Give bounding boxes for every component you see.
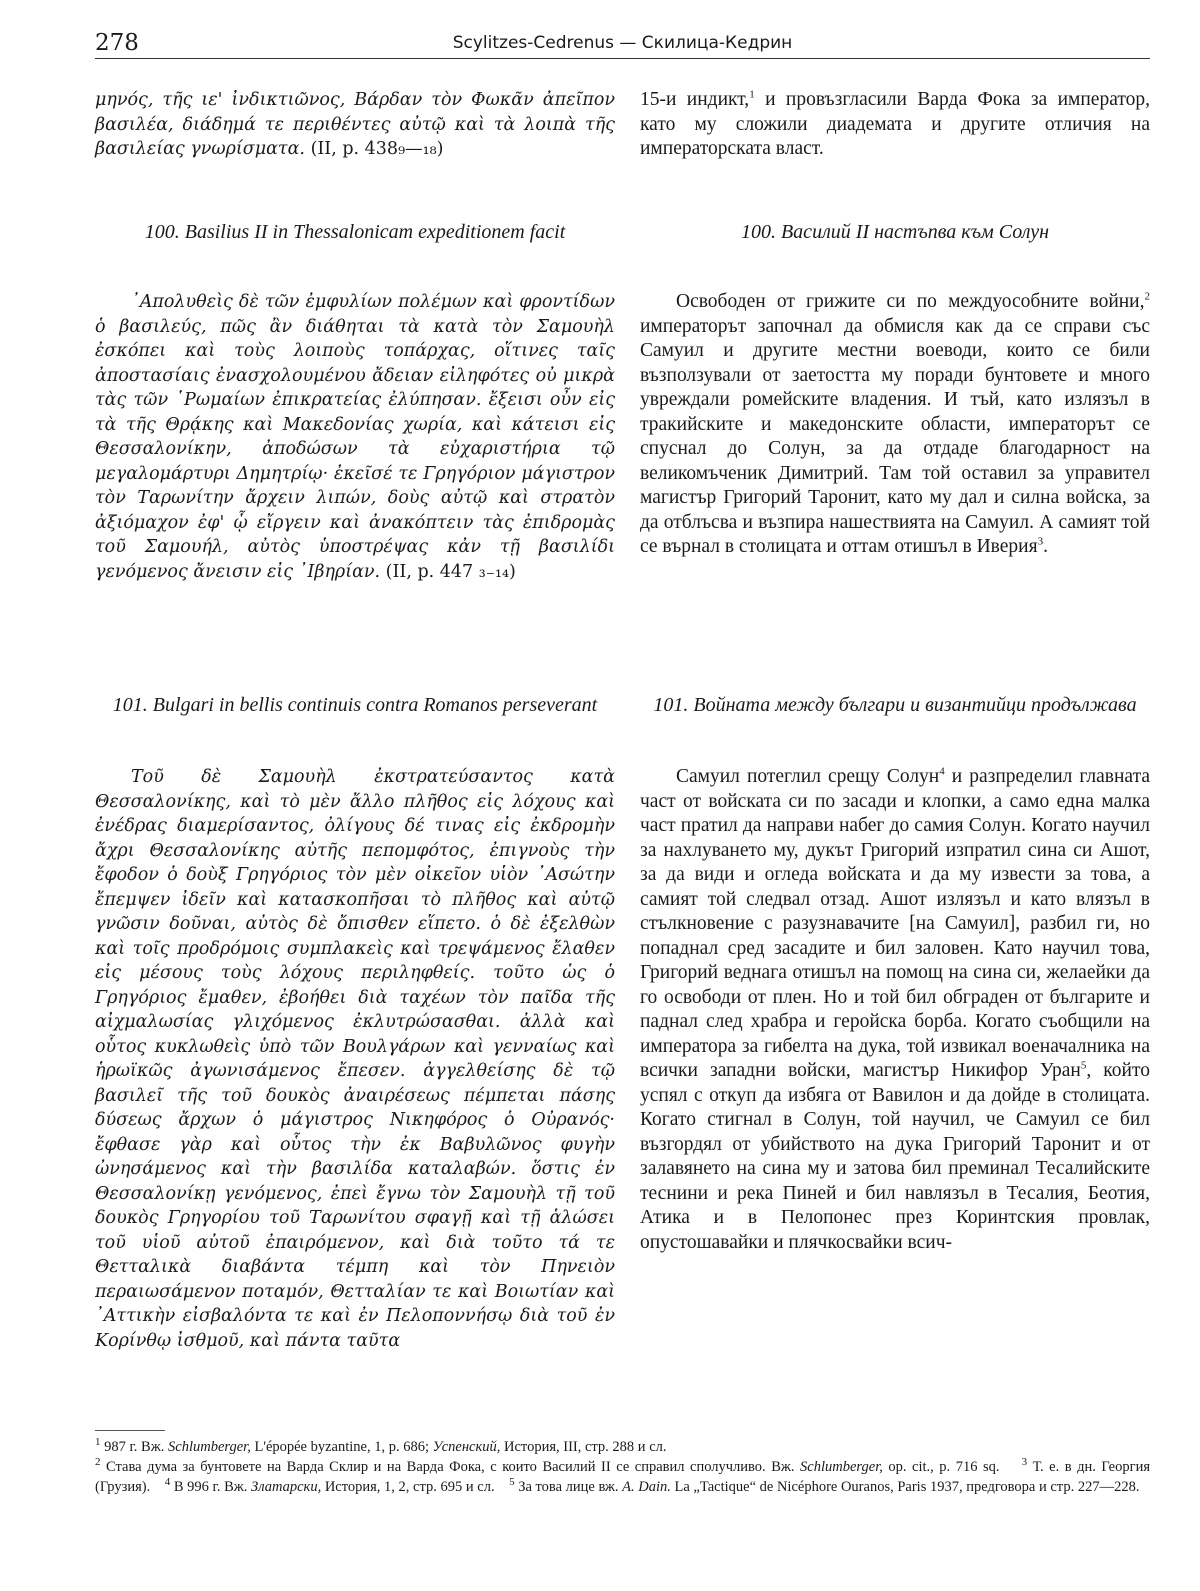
page-header: [95, 20, 1150, 60]
section-100-bulgarian: [640, 290, 1150, 560]
footnote-text: В 996 г. Вж.: [170, 1479, 252, 1495]
footnote-text: Т. е. в дн. Георгия (Грузия).: [95, 1459, 1150, 1495]
footnote-ref-1[interactable]: 1: [749, 88, 755, 101]
footnote-number: 4: [164, 1476, 171, 1489]
footnote-text: op. cit., p. 716 sq.: [882, 1459, 1000, 1475]
section-101-latin-title-block: [95, 693, 615, 718]
section-101-bg-title: 101. Войната между българи и византийци продължава: [653, 694, 1137, 716]
section-100-bg-end: .: [1043, 536, 1048, 557]
footnote-author: Schlumberger,: [800, 1459, 883, 1475]
greek-intro: [95, 88, 615, 162]
footnote-text: История, 1, 2, стр. 695 и сл.: [321, 1479, 495, 1495]
greek-intro-text: μηνός, τῆς ιε' ἰνδικτιῶνος, Βάρδαν τὸν Φωκᾶν ἀπεῖπον βασιλέα, διάδημά τε περιθέντες αὐτῷ καὶ τὰ λοιπὰ τῆς βασιλείας γνωρίσματα.: [95, 90, 615, 159]
footnote-ref-4[interactable]: 4: [939, 765, 945, 778]
section-101-bulgarian: [640, 765, 1150, 1255]
footnote-rule: [95, 1430, 165, 1431]
section-101-bg-title-block: [640, 693, 1150, 718]
footnote-number: 1: [95, 1436, 101, 1449]
footnote-text: La „Tactique“ de Nicéphore Ouranos, Paris 1937, предговора и стр. 227—228.: [670, 1479, 1140, 1495]
footnote-author: Златарски,: [251, 1479, 322, 1495]
footnote-author: Schlumberger,: [168, 1439, 251, 1455]
footnote-number: 3: [1021, 1456, 1028, 1469]
section-100-greek: [95, 290, 615, 584]
footnote-2-3-4: [95, 1457, 1150, 1497]
section-101-bg-text-b: и разпределил главната част от войската си по засади и клопки, а само една малка част пратил да направи набег до самия Солун. Когато научил за нахлуването му, дукът Григорий изпратил сина си Ашот, за да види и огледа войската и да му извести за това, а самият той следвал отзад. Ашот излязъл и като влязъл в стълкновение с разузнавачите [на Самуил], разбил ги, но попаднал сред засадите и бил заловен. Като научил това, Григорий веднага отишъл на помощ на сина си, желаейки да го освободи от плен. Но и той бил обграден от българите и паднал след храбра и геройска борба. Когато съобщили на императора за гибелта на дука, той извикал военачалника на всички западни войски, магистър Никифор Уран: [640, 766, 1150, 1081]
footnote-number: 5: [509, 1476, 515, 1489]
section-100-latin-title-block: [95, 220, 615, 245]
section-101-greek-text: Τοῦ δὲ Σαμουὴλ ἐκστρατεύσαντος κατὰ Θεσσαλονίκης, καὶ τὸ μὲν ἄλλο πλῆθος εἰς λόχους καὶ ἐνέδρας διαμερίσαντος, ὀλίγους δέ τινας εἰς ἐκδρομὴν ἄχρι Θεσσαλονίκης αὐτῆς πεπομφότος, ἐπιγνοὺς τὴν ἔφοδον ὁ δοὺξ Γρηγόριος τὸν μὲν οἰκεῖον υἱὸν ᾿Ασώτην ἔπεμψεν ἰδεῖν καὶ κατασκοπῆσαι τὸ πλῆθος καὶ αὐτῷ γνῶσιν δοῦναι, αὐτὸς δὲ ὄπισθεν εἵπετο. ὁ δὲ ἐξελθὼν καὶ τοῖς προδρόμοις συμπλακεὶς καὶ τρεψάμενος ἔλαθεν εἰς μέσους τοὺς λόχους περιληφθείς. τοῦτο ὡς ὁ Γρηγόριος ἔμαθεν, ἐβοήθει διὰ ταχέων τὸν παῖδα τῆς αἰχμαλωσίας γλιχόμενος ἐκλυτρώσασθαι. ἀλλὰ καὶ οὗτος κυκλωθεὶς ὑπὸ τῶν Βουλγάρων καὶ γενναίως καὶ ἡρωϊκῶς ἀγωνισάμενος ἔπεσεν. ἀγγελθείσης δὲ τῷ βασιλεῖ τῆς τοῦ δουκὸς ἀναιρέσεως πέμπεται πάσης δύσεως ἄρχων ὁ μάγιστρος Νικηφόρος ὁ Οὐρανός· ἔφθασε γὰρ καὶ οὗτος τὴν ἐκ Βαβυλῶνος φυγὴν ὠνησάμενος καὶ τὴν βασιλίδα καταλαβών. ὅστις ἐν Θεσσαλονίκῃ γενόμενος, ἐπεὶ ἔγνω τὸν Σαμουὴλ τῇ τοῦ δουκὸς Γρηγορίου τοῦ Ταρωνίτου σφαγῇ καὶ τῇ ἁλώσει τοῦ υἱοῦ αὐτοῦ ἐπαιρόμενον, καὶ διὰ τοῦτο τά τε Θετταλικὰ διαβάντα τέμπη καὶ τὸν Πηνειὸν περαιωσάμενον ποταμόν, Θετταλίαν τε καὶ Βοιωτίαν καὶ ᾿Αττικὴν εἰσβαλόντα τε καὶ ἐν Πελοποννήσῳ διὰ τοῦ ἐν Κορίνθῳ ἰσθμοῦ, καὶ πάντα ταῦτα: [95, 767, 615, 1351]
section-100-latin-title: 100. Basilius II in Thessalonicam expeditionem facit: [144, 221, 566, 243]
footnote-text: За това лице вж.: [514, 1479, 623, 1495]
bulgarian-intro-rest: и провъзгласили Варда Фока за император, като му сложили диадемата и другите отличия на императорската власт.: [640, 89, 1150, 159]
section-100-bg-title: 100. Василий II настъпва към Солун: [740, 221, 1050, 243]
footnote-text: 987 г. Вж.: [100, 1439, 169, 1455]
footnote-text: L'épopée byzantine, 1, p. 686;: [250, 1439, 433, 1455]
section-101-bg-text-a: Самуил потеглил срещу Солун: [676, 766, 940, 787]
greek-intro-ref: (II, p. 438₉—₁₈): [310, 139, 444, 159]
footnote-text: История, III, стр. 288 и сл.: [500, 1439, 667, 1455]
footnote-author: Успенский,: [432, 1439, 501, 1455]
bulgarian-intro-text: 15-и индикт,: [640, 89, 750, 110]
header-rule: [95, 58, 1150, 59]
section-100-bg-text-a: Освободен от грижите си по междуособните войни,: [676, 291, 1145, 312]
footnote-ref-2[interactable]: 2: [1144, 290, 1150, 303]
footnote-text: Става дума за бунтовете на Варда Склир и на Варда Фока, с които Василий II се справил сполучливо. Вж.: [100, 1459, 801, 1475]
footnote-ref-5[interactable]: 5: [1080, 1059, 1087, 1072]
section-101-greek: [95, 765, 615, 1353]
section-100-bg-title-block: [640, 220, 1150, 245]
footnote-author: A. Dain.: [622, 1479, 671, 1495]
section-100-bg-text-b: императорът започнал да обмисля как да се справи със Самуил и другите местни воеводи, които се били възползували от заетостта му поради бунтовете и много увреждали ромейските владения. И тъй, като излязъл в тракийските и македонските области, императорът се спуснал до Солун, за да отдаде благодарност на великомъченик Димитрий. Там той оставил за управител магистър Григорий Таронит, като му дал и силна войска, за да отблъсва и възпира нашествията на Самуил. А самият той се върнал в столицата и оттам отишъл в Иверия: [640, 315, 1150, 557]
section-101-latin-title: 101. Bulgari in bellis continuis contra Romanos perseverant: [112, 694, 598, 716]
footnote-ref-3[interactable]: 3: [1037, 535, 1044, 548]
bulgarian-intro: [640, 88, 1150, 162]
page-number: 278: [95, 30, 139, 56]
section-101-bg-text-c: , който успял с откуп да избяга от Вавилон и да дойде в столицата. Когато стигнал в Солун, той научил, че Самуил се бил възгордял от убийството на дука Григорий Таронит и от залавянето на сина му и затова бил преминал Тесалийските теснини и река Пиней и бил навлязъл в Тесалия, Беотия, Атика и в Пелопонес през Коринтския провлак, опустошавайки и плячкосвайки всич-: [640, 1060, 1150, 1253]
footnote-number: 2: [95, 1456, 101, 1469]
section-100-greek-ref: (II, p. 447 ₃₋₁₄): [385, 561, 516, 582]
footnote-1: [95, 1437, 1150, 1457]
footnotes: [95, 1437, 1150, 1497]
section-100-greek-text: ᾿Απολυθεὶς δὲ τῶν ἐμφυλίων πολέμων καὶ φροντίδων ὁ βασιλεύς, πῶς ἂν διάθηται τὰ κατὰ τὸν Σαμουὴλ ἐσκόπει καὶ τοὺς λοιποὺς τοπάρχας, οἵτινες ταῖς ἀποστασίαις ἐνασχολουμένου ἄδειαν εἰληφότες οὐ μικρὰ τὰς τῶν ῾Ρωμαίων ἐπικρατείας ἐλύπησαν. ἔξεισι οὖν εἰς τὰ τῆς Θρᾴκης καὶ Μακεδονίας χωρία, καὶ κάτεισι εἰς Θεσσαλονίκην, ἀποδώσων τὰ εὐχαριστήρια τῷ μεγαλομάρτυρι Δημητρίῳ· ἐκεῖσέ τε Γρηγόριον μάγιστρον τὸν Ταρωνίτην ἄρχειν λιπών, δοὺς αὐτῷ καὶ στρατὸν ἀξιόμαχον ἐφ' ᾧ εἴργειν καὶ ἀνακόπτειν τὰς ἐπιδρομὰς τοῦ Σαμουήλ, αὐτὸς ὑποστρέψας κἀν τῇ βασιλίδι γενόμενος ἄνεισιν εἰς ᾿Ιβηρίαν.: [95, 292, 615, 582]
running-head: Scylitzes-Cedrenus — Скилица-Кедрин: [452, 33, 793, 53]
